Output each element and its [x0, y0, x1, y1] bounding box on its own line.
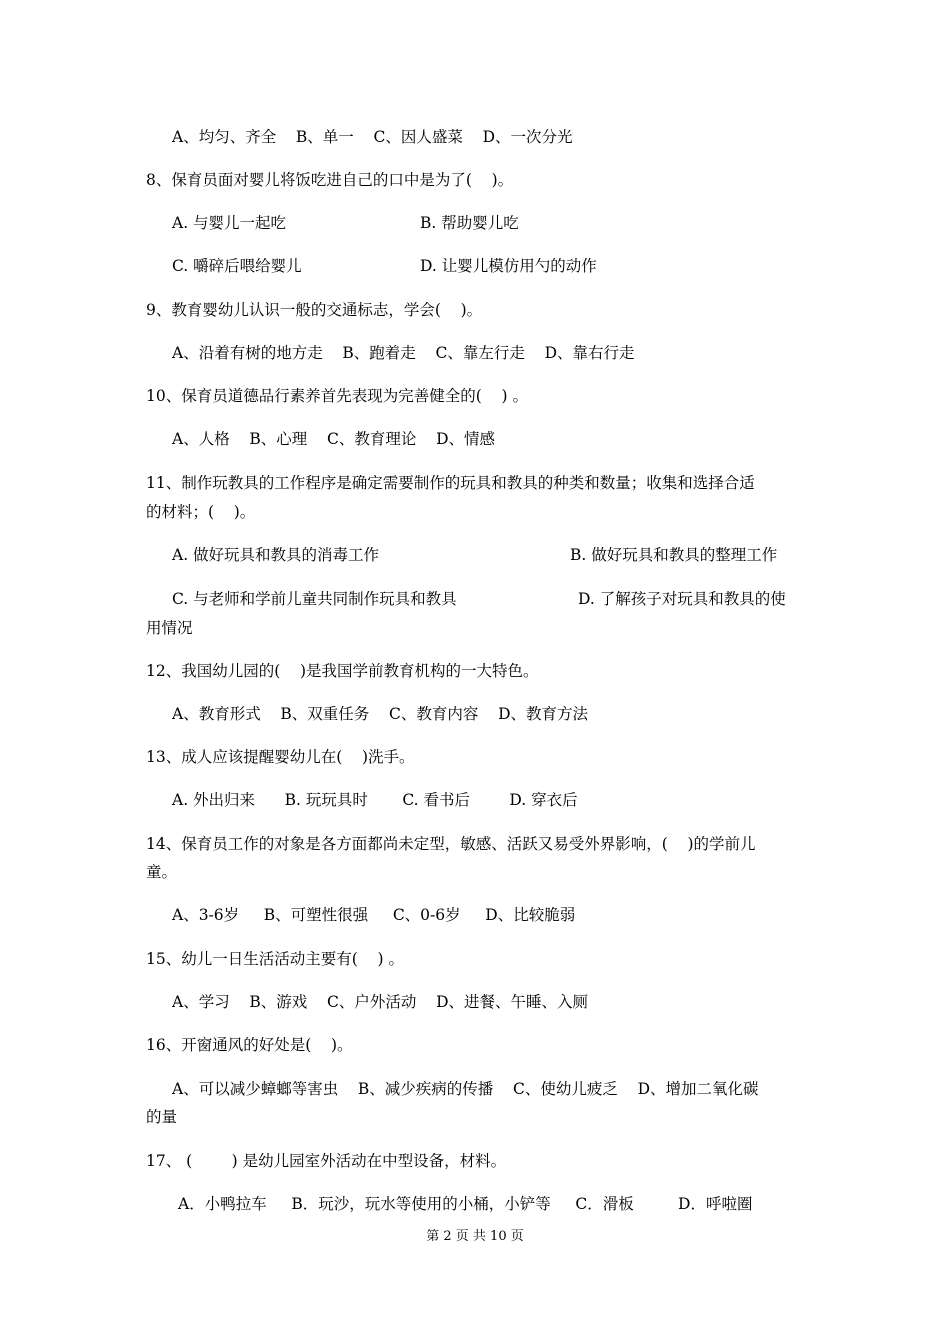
- q9-stem: 9、教育婴幼儿认识一般的交通标志，学会( )。: [146, 301, 483, 319]
- q8-option-a: A. 与婴儿一起吃: [172, 214, 287, 232]
- q17-stem: 17、 ( ) 是幼儿园室外活动在中型设备，材料。: [146, 1152, 507, 1170]
- q12-options: A、教育形式 B、双重任务 C、教育内容 D、教育方法: [172, 705, 588, 723]
- q13-options: A. 外出归来 B. 玩玩具时 C. 看书后 D. 穿衣后: [172, 791, 578, 809]
- q8-option-b: B. 帮助婴儿吃: [420, 214, 519, 232]
- q13-stem: 13、成人应该提醒婴幼儿在( )洗手。: [146, 748, 415, 766]
- q14-options: A、3-6岁 B、可塑性很强 C、0-6岁 D、比较脆弱: [172, 906, 576, 924]
- q17-options: A．小鸭拉车 B．玩沙，玩水等使用的小桶，小铲等 C．滑板 D．呼啦圈: [178, 1195, 753, 1213]
- q11-option-b: B. 做好玩具和教具的整理工作: [570, 546, 778, 564]
- q9-options: A、沿着有树的地方走 B、跑着走 C、靠左行走 D、靠右行走: [172, 344, 635, 362]
- q11-stem-line2: 的材料；( )。: [146, 503, 256, 521]
- q11-option-a: A. 做好玩具和教具的消毒工作: [172, 546, 380, 564]
- q8-stem: 8、保育员面对婴儿将饭吃进自己的口中是为了( )。: [146, 171, 514, 189]
- q16-options: A、可以减少蟑螂等害虫 B、减少疾病的传播 C、使幼儿疲乏 D、增加二氧化碳: [172, 1080, 759, 1098]
- q16-options-cont: 的量: [146, 1108, 178, 1126]
- page-footer: 第 2 页 共 10 页: [426, 1229, 524, 1244]
- q12-stem: 12、我国幼儿园的( )是我国学前教育机构的一大特色。: [146, 662, 539, 680]
- q15-stem: 15、幼儿一日生活活动主要有( ) 。: [146, 950, 404, 968]
- q10-options: A、人格 B、心理 C、教育理论 D、情感: [172, 430, 495, 448]
- q14-stem-line1: 14、保育员工作的对象是各方面都尚未定型，敏感、活跃又易受外界影响，( )的学前儿: [146, 835, 756, 853]
- q11-option-d: D. 了解孩子对玩具和教具的使: [578, 590, 786, 608]
- q11-option-c: C. 与老师和学前儿童共同制作玩具和教具: [172, 590, 457, 608]
- q10-stem: 10、保育员道德品行素养首先表现为完善健全的( ) 。: [146, 387, 528, 405]
- q8-option-d: D. 让婴儿模仿用勺的动作: [420, 257, 597, 275]
- q14-stem-line2: 童。: [146, 863, 178, 881]
- q11-option-d-cont: 用情况: [146, 619, 193, 637]
- q11-stem-line1: 11、制作玩教具的工作程序是确定需要制作的玩具和教具的种类和数量；收集和选择合适: [146, 474, 755, 492]
- q7-options: A、均匀、齐全 B、单一 C、因人盛菜 D、一次分光: [172, 128, 573, 146]
- q15-options: A、学习 B、游戏 C、户外活动 D、进餐、午睡、入厕: [172, 993, 588, 1011]
- q16-stem: 16、开窗通风的好处是( )。: [146, 1036, 353, 1054]
- q8-option-c: C. 嚼碎后喂给婴儿: [172, 257, 302, 275]
